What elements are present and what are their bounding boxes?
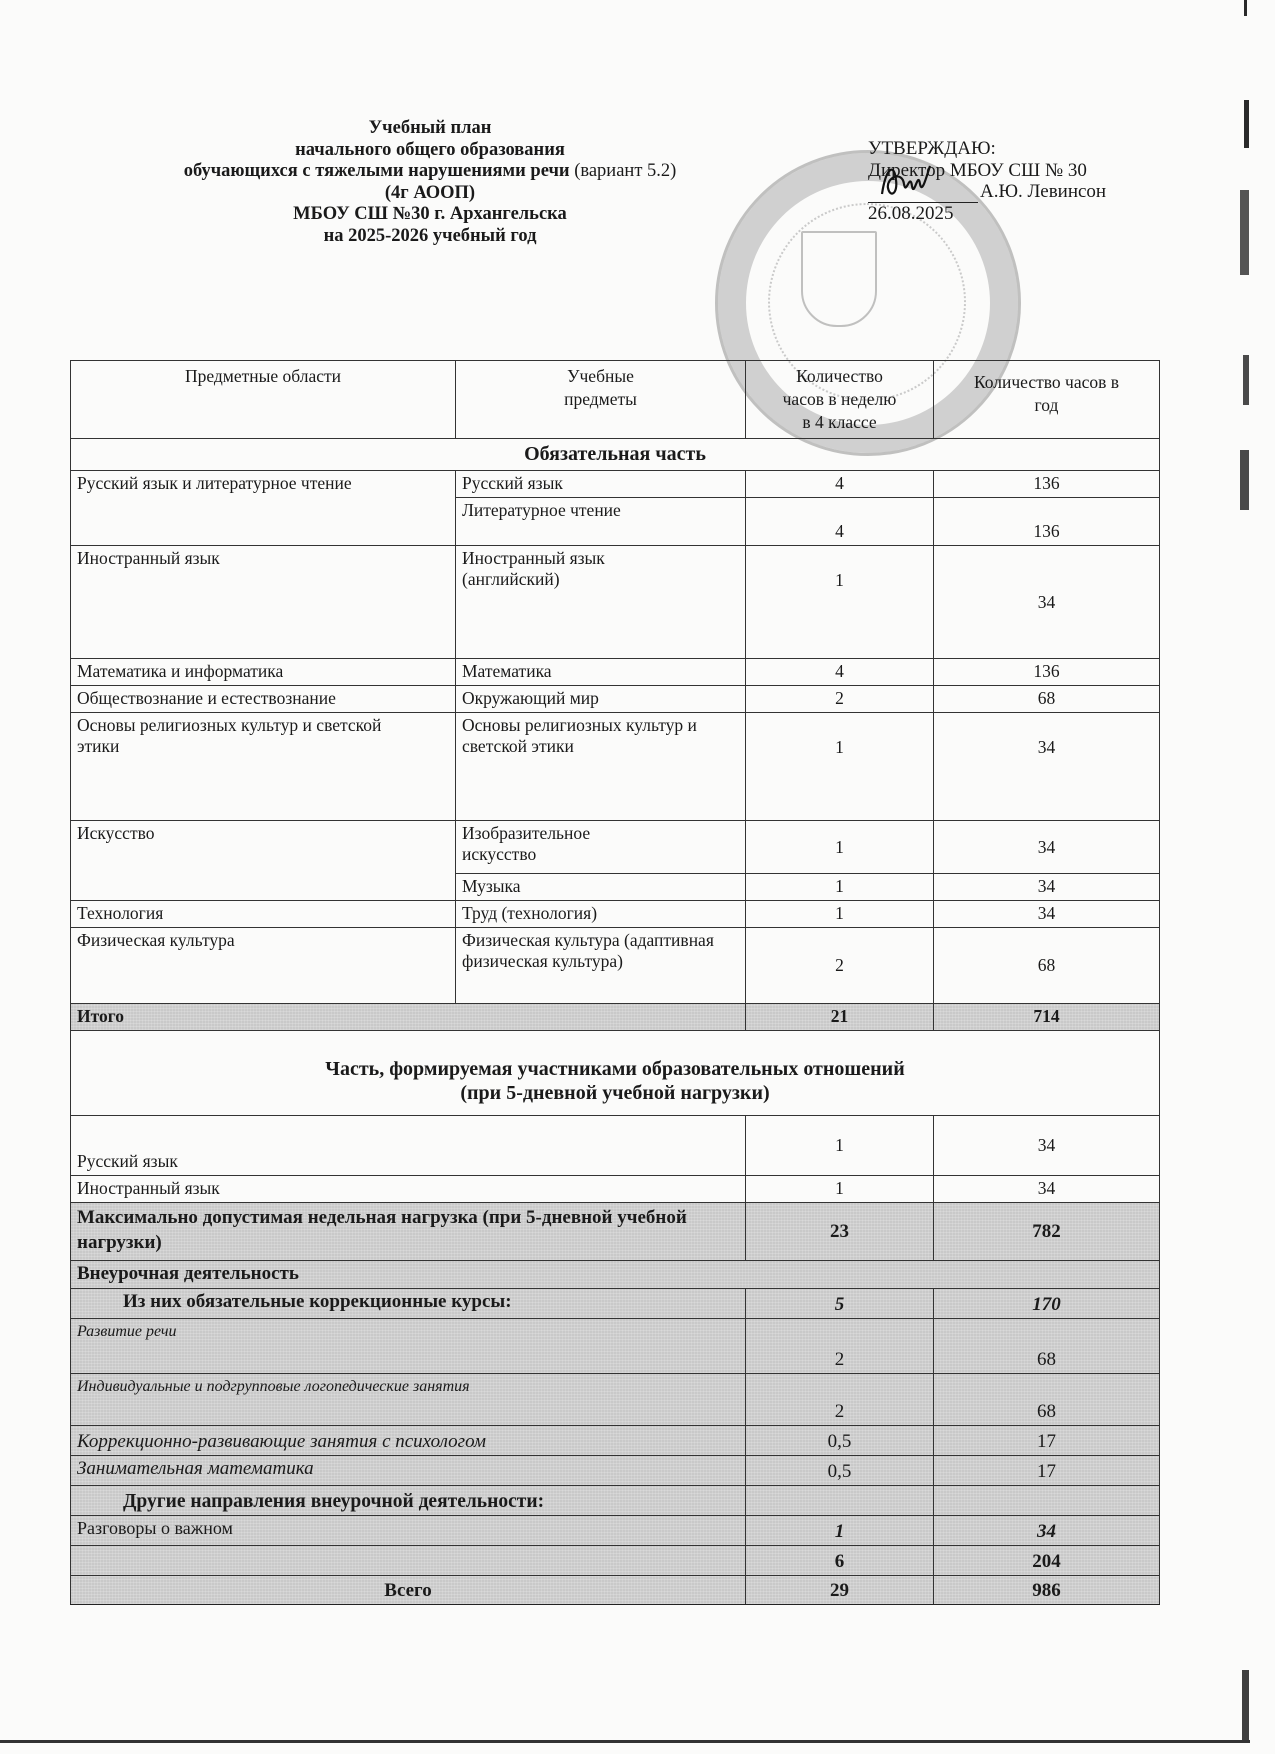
weekly-cell: 4 [745, 470, 933, 497]
extracurricular-total-weekly: 6 [745, 1546, 933, 1575]
correctional-header-row [70, 1288, 1160, 1318]
coat-of-arms-icon [801, 231, 877, 327]
yearly-cell: 34 [933, 821, 1160, 873]
total-mandatory-row [70, 1003, 1160, 1030]
section-optional-title-line1: Часть, формируемая участниками образовательных отношений [325, 1058, 905, 1080]
table-row [70, 545, 1160, 658]
signature-icon [876, 158, 936, 202]
optional-weekly-cell: 1 [745, 1116, 933, 1175]
total-mandatory-weekly: 21 [745, 1004, 933, 1030]
title-line-1: Учебный план [368, 118, 492, 138]
extracurricular-total-label [70, 1546, 745, 1575]
scan-artifact [1244, 0, 1247, 16]
signature-line [868, 184, 978, 203]
correctional-header-label: Из них обязательные коррекционные курсы: [70, 1289, 745, 1318]
table-row [70, 1115, 1160, 1175]
weekly-cell: 1 [745, 713, 933, 820]
table-row [70, 1373, 1160, 1425]
max-load-label: Максимально допустимая недельная нагрузка (при 5-дневной учебной нагрузки) [70, 1203, 745, 1260]
section-mandatory-row [70, 438, 1160, 470]
section-optional-title [70, 1031, 1160, 1115]
yearly-cell: 68 [933, 928, 1160, 1003]
weekly-cell: 2 [745, 928, 933, 1003]
approval-position: Директор МБОУ СШ № 30 [868, 159, 1087, 181]
other-yearly-cell: 34 [933, 1516, 1160, 1545]
correctional-weekly-cell: 2 [745, 1374, 933, 1425]
yearly-cell: 34 [933, 713, 1160, 820]
other-subject-cell: Разговоры о важном [70, 1516, 745, 1545]
correctional-subject-cell: Занимательная математика [70, 1456, 745, 1485]
col-header-subjects-line2: предметы [564, 389, 637, 409]
approval-label: УТВЕРЖДАЮ: [868, 138, 996, 159]
weekly-cell: 2 [745, 686, 933, 712]
section-mandatory-title: Обязательная часть [70, 439, 1160, 470]
table-row [70, 470, 1160, 497]
total-mandatory-label: Итого [70, 1004, 745, 1030]
table-row [455, 820, 1160, 873]
other-weekly-cell: 1 [745, 1516, 933, 1545]
col-header-yearly [933, 361, 1160, 438]
yearly-cell: 34 [933, 901, 1160, 927]
section-optional-row [70, 1030, 1160, 1115]
optional-weekly-cell: 1 [745, 1176, 933, 1202]
variant-note: (вариант 5.2) [569, 161, 677, 181]
title-line-6: на 2025-2026 учебный год [323, 225, 537, 246]
subject-cell: Изобразительное искусство [455, 821, 745, 873]
max-load-row [70, 1202, 1160, 1260]
area-cell: Обществознание и естествознание [70, 686, 455, 712]
yearly-cell: 136 [933, 470, 1160, 497]
yearly-cell: 136 [933, 498, 1160, 545]
yearly-cell: 34 [933, 874, 1160, 900]
area-cell: Математика и информатика [70, 659, 455, 685]
approval-date: 26.08.2025 [868, 202, 954, 224]
col-header-weekly-line1: Количество [796, 366, 883, 386]
correctional-header-yearly: 170 [933, 1289, 1160, 1318]
scan-artifact [1244, 100, 1249, 148]
scan-artifact [1243, 355, 1249, 405]
weekly-cell: 1 [745, 821, 933, 873]
table-row [455, 873, 1160, 900]
other-header-weekly [745, 1486, 933, 1515]
weekly-cell: 1 [745, 874, 933, 900]
area-cell: Искусство [70, 821, 455, 900]
correctional-weekly-cell: 0,5 [745, 1456, 933, 1485]
scan-artifact [1240, 450, 1249, 510]
extracurricular-total-yearly: 204 [933, 1546, 1160, 1575]
correctional-weekly-cell: 0,5 [745, 1426, 933, 1455]
optional-yearly-cell: 34 [933, 1116, 1160, 1175]
yearly-cell: 34 [933, 546, 1160, 658]
table-row [70, 1515, 1160, 1545]
yearly-cell: 136 [933, 659, 1160, 685]
col-header-yearly-line2: год [1034, 395, 1059, 415]
title-line-4: (4г АООП) [384, 182, 476, 203]
table-row [70, 900, 1160, 927]
col-header-weekly-line2: часов в неделю [782, 389, 897, 409]
title-line-5: МБОУ СШ №30 г. Архангельска [293, 204, 567, 224]
correctional-yearly-cell: 68 [933, 1319, 1160, 1373]
extracurricular-total-row [70, 1545, 1160, 1575]
scan-artifact [1240, 190, 1249, 275]
grand-total-row [70, 1575, 1160, 1605]
approval-block [868, 138, 1106, 224]
extracurricular-title-row [70, 1260, 1160, 1288]
col-header-subjects [455, 361, 745, 438]
document-title-block [150, 118, 710, 247]
correctional-yearly-cell: 17 [933, 1456, 1160, 1485]
weekly-cell: 1 [745, 901, 933, 927]
grand-total-weekly: 29 [745, 1576, 933, 1604]
max-load-weekly: 23 [745, 1203, 933, 1260]
area-cell: Иностранный язык [70, 546, 455, 658]
total-mandatory-yearly: 714 [933, 1004, 1160, 1030]
table-row [70, 927, 1160, 1003]
table-row [70, 1175, 1160, 1202]
subject-cell: Основы религиозных культур и светской этики [455, 713, 745, 820]
col-header-subjects-line1: Учебные [567, 366, 634, 386]
other-header-yearly [933, 1486, 1160, 1515]
weekly-cell: 4 [745, 659, 933, 685]
scan-artifact [1242, 1670, 1249, 1740]
col-header-weekly-line3: в 4 классе [802, 412, 877, 432]
correctional-yearly-cell: 68 [933, 1374, 1160, 1425]
other-header-label: Другие направления внеурочной деятельности: [70, 1486, 745, 1515]
correctional-subject-cell: Коррекционно-развивающие занятия с психологом [70, 1426, 745, 1455]
optional-yearly-cell: 34 [933, 1176, 1160, 1202]
section-optional-title-line2: (при 5-дневной учебной нагрузки) [460, 1082, 770, 1104]
correctional-subject-cell: Развитие речи [70, 1319, 745, 1373]
table-row [455, 497, 1160, 545]
subject-cell: Иностранный язык (английский) [455, 546, 745, 658]
optional-subject-cell: Иностранный язык [70, 1176, 745, 1202]
optional-subject-cell: Русский язык [70, 1116, 745, 1175]
correctional-yearly-cell: 17 [933, 1426, 1160, 1455]
extracurricular-title: Внеурочная деятельность [70, 1261, 1160, 1288]
table-row [70, 1455, 1160, 1485]
subject-cell: Музыка [455, 874, 745, 900]
subject-cell: Русский язык [455, 470, 745, 497]
correctional-weekly-cell: 2 [745, 1319, 933, 1373]
subject-cell: Литературное чтение [455, 498, 745, 545]
grand-total-yearly: 986 [933, 1576, 1160, 1604]
subject-cell: Окружающий мир [455, 686, 745, 712]
correctional-header-weekly: 5 [745, 1289, 933, 1318]
scan-edge-line [0, 1740, 1250, 1743]
yearly-cell: 68 [933, 686, 1160, 712]
subject-cell: Математика [455, 659, 745, 685]
subject-cell: Физическая культура (адаптивная физическая культура) [455, 928, 745, 1003]
correctional-subject-cell: Индивидуальные и подгрупповые логопедические занятия [70, 1374, 745, 1425]
subject-cell: Труд (технология) [455, 901, 745, 927]
col-header-weekly [745, 361, 933, 438]
title-line-3: обучающихся с тяжелыми нарушениями речи [183, 161, 570, 181]
table-row [70, 658, 1160, 685]
title-line-2: начального общего образования [295, 139, 565, 160]
max-load-yearly: 782 [933, 1203, 1160, 1260]
col-header-yearly-line1: Количество часов в [973, 372, 1120, 392]
area-cell: Русский язык и литературное чтение [70, 471, 455, 545]
approver-name: А.Ю. Левинсон [980, 181, 1107, 202]
weekly-cell: 1 [745, 546, 933, 658]
area-cell: Основы религиозных культур и светской этики [70, 713, 455, 820]
table-row [70, 685, 1160, 712]
other-header-row [70, 1485, 1160, 1515]
table-row [70, 1425, 1160, 1455]
area-cell: Физическая культура [70, 928, 455, 1003]
table-row [70, 1318, 1160, 1373]
col-header-areas: Предметные области [70, 361, 455, 438]
table-header-row [70, 360, 1160, 438]
weekly-cell: 4 [745, 498, 933, 545]
area-cell: Технология [70, 901, 455, 927]
grand-total-label: Всего [70, 1576, 745, 1604]
table-row [70, 712, 1160, 820]
